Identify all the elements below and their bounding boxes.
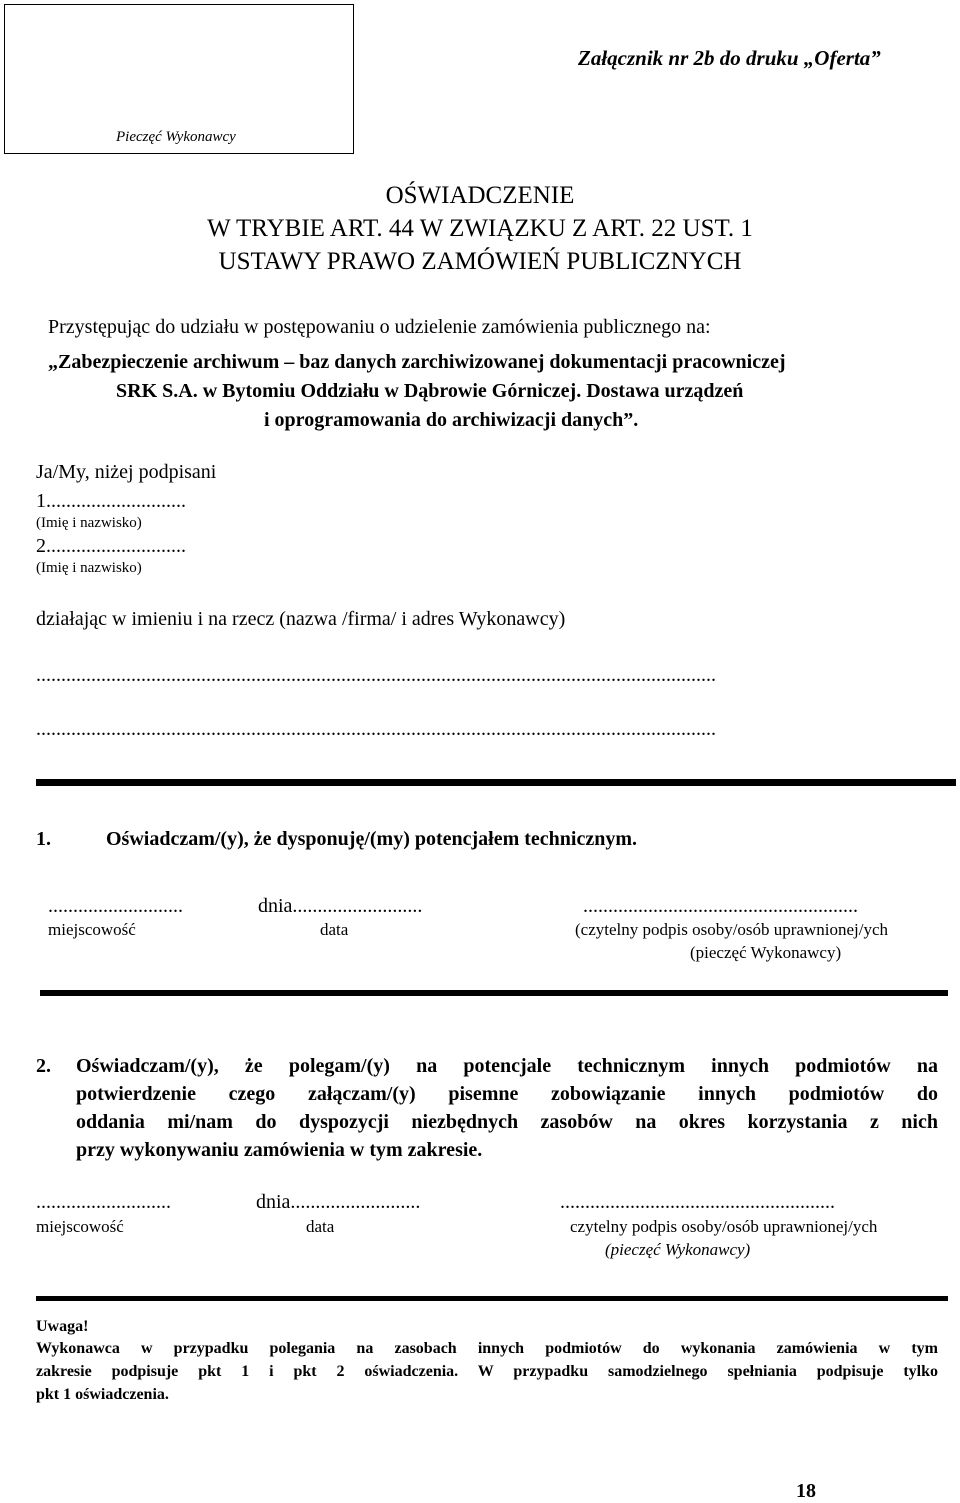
contractor-address-line-1: ........................................................................................................................................ — [36, 664, 716, 686]
statement-2-line-1: Oświadczam/(y), że polegam/(y) na potencjale technicznym innych podmiotów na — [76, 1055, 938, 1077]
divider-2 — [40, 990, 948, 996]
statement-2-signature-label: czytelny podpis osoby/osób uprawnionej/ych — [570, 1217, 878, 1236]
statement-2-place-field: ........................... — [36, 1191, 171, 1213]
signatory-1-caption: (Imię i nazwisko) — [36, 515, 142, 531]
statement-1-place-label: miejscowość — [48, 920, 136, 939]
statement-1-signature-label: (czytelny podpis osoby/osób uprawnionej/ych — [575, 920, 889, 939]
statement-2-date-label: data — [306, 1217, 335, 1236]
statement-1-signature-field: ....................................................... — [583, 895, 858, 917]
page-number: 18 — [796, 1480, 816, 1502]
note-line-2: zakresie podpisuje pkt 1 i pkt 2 oświadczenia. W przypadku samodzielnego spełniania podpisuje tylko — [36, 1363, 938, 1380]
subject-line-3: i oprogramowania do archiwizacji danych”. — [264, 409, 639, 431]
statement-2-line-4: przy wykonywaniu zamówienia w tym zakresie. — [76, 1139, 483, 1161]
note-line-1: Wykonawca w przypadku polegania na zasobach innych podmiotów do wykonania zamówienia w tym — [36, 1340, 938, 1357]
statement-1-text: Oświadczam/(y), że dysponuję/(my) potencjałem technicznym. — [106, 828, 638, 850]
acting-on-behalf-text: działając w imieniu i na rzecz (nazwa /firma/ i adres Wykonawcy) — [36, 608, 566, 630]
statement-2-place-label: miejscowość — [36, 1217, 124, 1236]
title-line-2: W TRYBIE ART. 44 W ZWIĄZKU Z ART. 22 UST. 1 — [207, 215, 753, 242]
contractor-address-line-2: ........................................................................................................................................ — [36, 718, 716, 740]
statement-1-date-label: data — [320, 920, 349, 939]
signatories-heading: Ja/My, niżej podpisani — [36, 461, 217, 483]
statement-1-number: 1. — [36, 828, 51, 850]
title-line-1: OŚWIADCZENIE — [385, 182, 575, 209]
statement-2-signature-field: ....................................................... — [560, 1191, 835, 1213]
statement-1-date-field: dnia.......................... — [258, 895, 423, 917]
divider-1 — [36, 779, 956, 786]
statement-2-line-2: potwierdzenie czego załączam/(y) pisemne zobowiązanie innych podmiotów do — [76, 1083, 938, 1105]
statement-2-number: 2. — [36, 1055, 51, 1077]
signatory-2-caption: (Imię i nazwisko) — [36, 560, 142, 576]
note-line-3: pkt 1 oświadczenia. — [36, 1386, 169, 1403]
statement-2-line-3: oddania mi/nam do dyspozycji niezbędnych zasobów na okres korzystania z nich — [76, 1111, 938, 1133]
stamp-label: Pieczęć Wykonawcy — [116, 129, 236, 145]
statement-2-date-field: dnia.......................... — [256, 1191, 421, 1213]
subject-line-1: „Zabezpieczenie archiwum – baz danych zarchiwizowanej dokumentacji pracowniczej — [48, 351, 786, 373]
signatory-1-field: 1............................ — [36, 490, 186, 512]
signatory-2-field: 2............................ — [36, 535, 186, 557]
statement-1-stamp-label: (pieczęć Wykonawcy) — [690, 943, 842, 962]
attachment-header: Załącznik nr 2b do druku „Oferta” — [578, 46, 881, 70]
divider-3 — [36, 1296, 948, 1301]
subject-line-2: SRK S.A. w Bytomiu Oddziału w Dąbrowie Górniczej. Dostawa urządzeń — [116, 380, 744, 402]
note-heading: Uwaga! — [36, 1318, 89, 1335]
statement-1-place-field: ........................... — [48, 895, 183, 917]
title-line-3: USTAWY PRAWO ZAMÓWIEŃ PUBLICZNYCH — [218, 248, 742, 275]
intro-text: Przystępując do udziału w postępowaniu o udzielenie zamówienia publicznego na: — [48, 316, 711, 338]
statement-2-stamp-label: (pieczęć Wykonawcy) — [605, 1240, 751, 1259]
